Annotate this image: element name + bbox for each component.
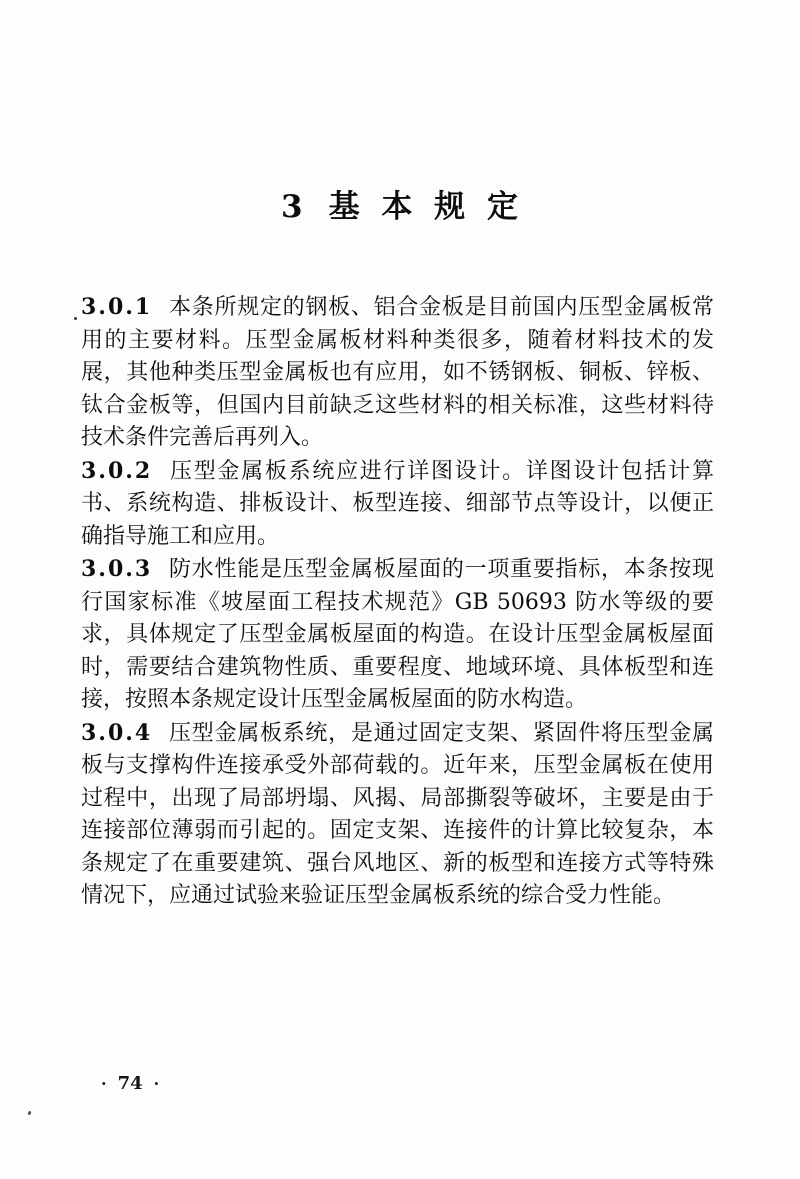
clause-number: 3.0.1 (81, 294, 153, 320)
clause-number: 3.0.3 (81, 556, 153, 582)
clauses-block (81, 291, 714, 913)
clause-text: 压型金属板系统应进行详图设计。详图设计包括计算书、系统构造、排板设计、板型连接、细部节点等设计，以便正确指导施工和应用。 (81, 458, 714, 549)
print-speck (27, 1111, 31, 1116)
chapter-number: 3 (281, 189, 303, 225)
page-number: 74 (117, 1073, 143, 1094)
chapter-title (0, 190, 800, 224)
page-number-dot-left: · (101, 1074, 107, 1093)
clause-number: 3.0.2 (81, 457, 153, 484)
page-number-footer (101, 1072, 159, 1096)
clause-3-0-3 (81, 553, 714, 717)
clause-text: 压型金属板系统，是通过固定支架、紧固件将压型金属板与支撑构件连接承受外部荷载的。近年来，压型金属板在使用过程中，出现了局部坍塌、风揭、局部撕裂等破坏，主要是由于连接部位薄弱而引起的。固定支架、连接件的计算比较复杂，本条规定了在重要建筑、强台风地区、新的板型和连接方式等特殊情况下，应通过试验来验证压型金属板系统的综合受力性能。 (81, 720, 714, 908)
clause-3-0-2 (81, 455, 714, 554)
clause-text: 防水性能是压型金属板屋面的一项重要指标，本条按现行国家标准《坡屋面工程技术规范》GB 50693 防水等级的要求，具体规定了压型金属板屋面的构造。在设计压型金属板屋面时，需要结合建筑物性质、重要程度、地域环境、具体板型和连接，按照本条规定设计压型金属板屋面的防水构造。 (81, 557, 714, 712)
clause-text: 本条所规定的钢板、铝合金板是目前国内压型金属板常用的主要材料。压型金属板材料种类很多，随着材料技术的发展，其他种类压型金属板也有应用，如不锈钢板、铜板、锌板、钛合金板等，但国内目前缺乏这些材料的相关标准，这些材料待技术条件完善后再列入。 (81, 295, 714, 450)
clause-3-0-1 (81, 291, 714, 455)
print-speck (74, 317, 77, 320)
clause-number: 3.0.4 (81, 719, 153, 746)
page-number-dot-right: · (153, 1074, 160, 1093)
chapter-title-text: 基 本 规 定 (328, 189, 519, 225)
clause-3-0-4 (81, 717, 714, 913)
